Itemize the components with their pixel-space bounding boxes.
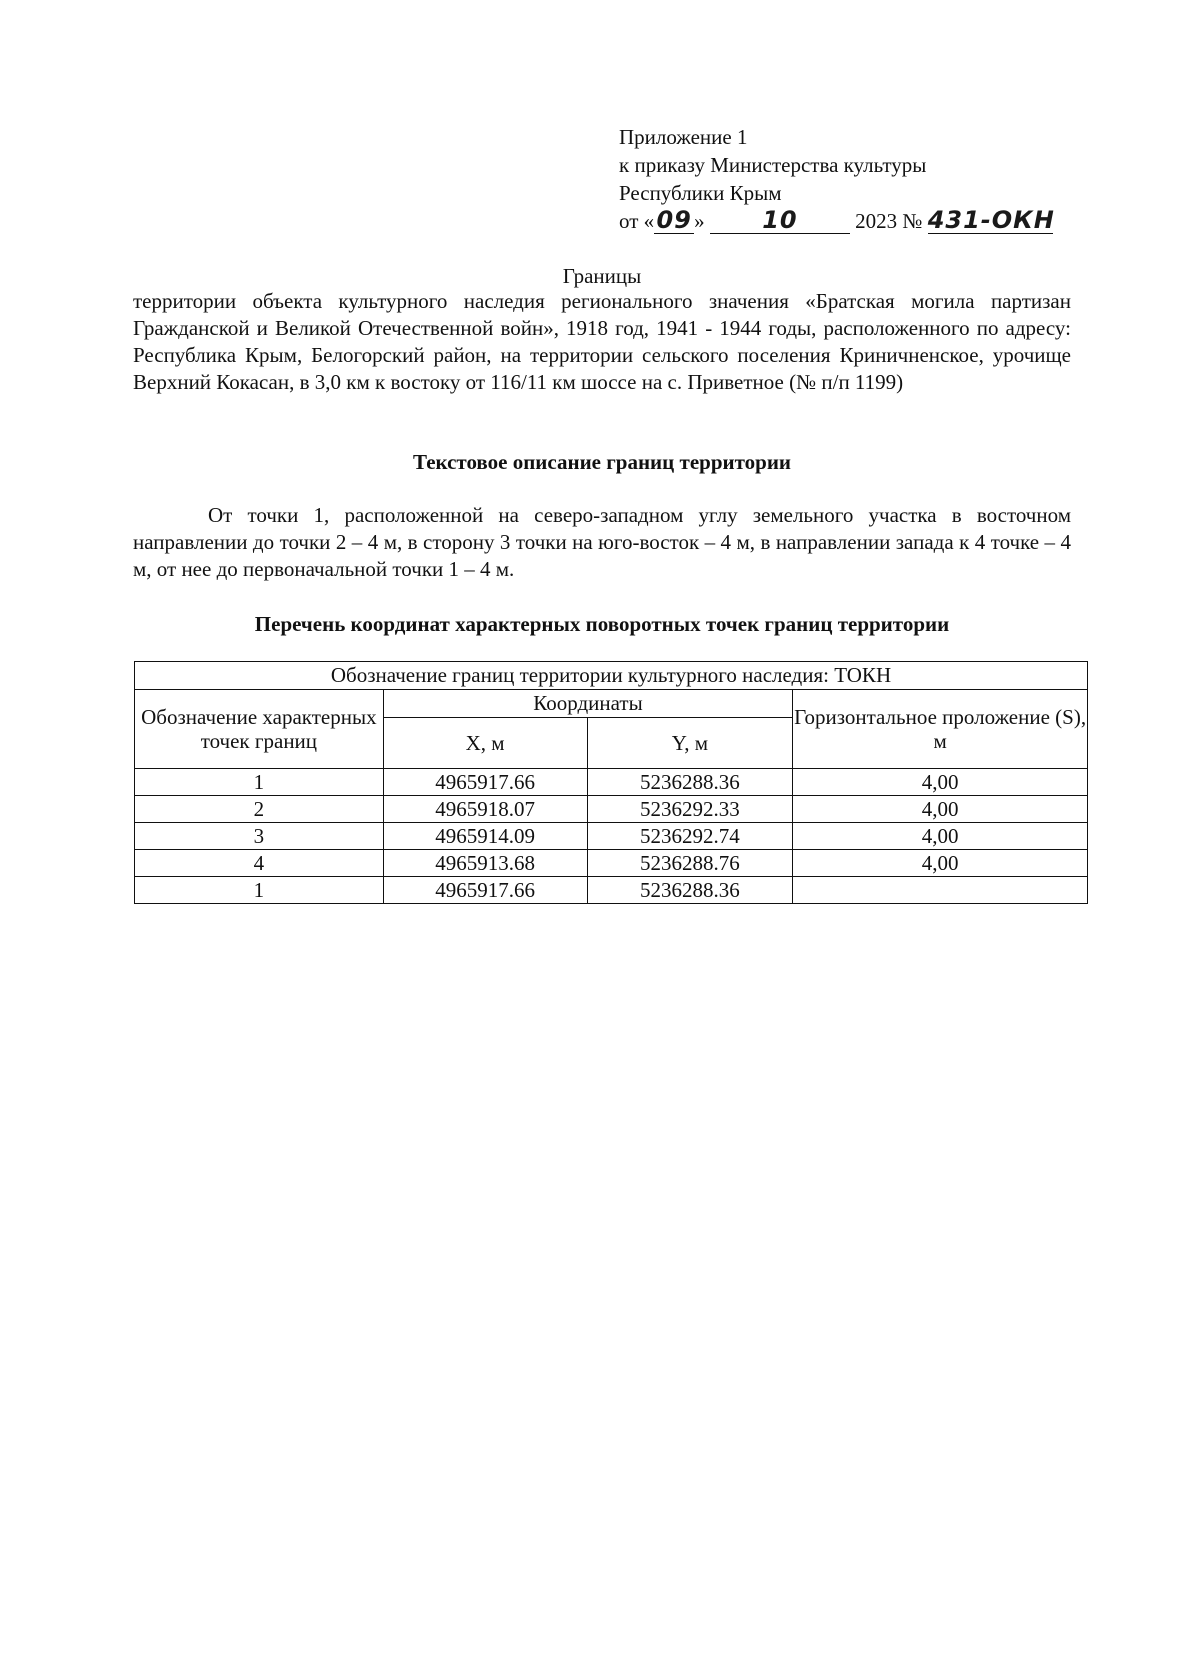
appendix-line-1: Приложение 1 [619, 125, 748, 149]
cell-y: 5236288.76 [587, 850, 793, 877]
table-caption-row [135, 662, 1088, 690]
cell-s [793, 877, 1088, 904]
cell-y: 5236292.74 [587, 823, 793, 850]
appendix-block [619, 123, 1079, 235]
cell-x: 4965917.66 [383, 877, 587, 904]
header-y: Y, м [587, 718, 793, 769]
cell-s: 4,00 [793, 796, 1088, 823]
date-day-blank [654, 208, 694, 234]
header-points: Обозначение характерных точек границ [135, 690, 384, 769]
coordinates-table [134, 661, 1088, 904]
table-header-row [135, 690, 1088, 718]
appendix-line-2: к приказу Министерства культуры [619, 153, 927, 177]
table-row [135, 796, 1088, 823]
cell-point: 1 [135, 877, 384, 904]
cell-s: 4,00 [793, 850, 1088, 877]
date-month-blank [710, 208, 850, 234]
header-horizontal-distance: Горизонтальное проложение (S), м [793, 690, 1088, 769]
header-x: X, м [383, 718, 587, 769]
text-description-body: От точки 1, расположенной на северо-западном углу земельного участка в восточном направлении до точки 2 – 4 м, в сторону 3 точки на юго-восток – 4 м, в направлении запада к 4 точке – 4 м, от нее до первоначальной точки 1 – 4 м. [133, 503, 1071, 581]
table-row [135, 769, 1088, 796]
cell-x: 4965918.07 [383, 796, 587, 823]
cell-s: 4,00 [793, 823, 1088, 850]
appendix-line-3: Республики Крым [619, 181, 782, 205]
cell-x: 4965913.68 [383, 850, 587, 877]
table-caption: Обозначение границ территории культурного наследия: ТОКН [135, 662, 1088, 690]
date-day-handwritten: 09 [656, 206, 692, 234]
coordinates-list-heading: Перечень координат характерных поворотных точек границ территории [254, 612, 950, 636]
object-description: территории объекта культурного наследия регионального значения «Братская могила партизан Гражданской и Великой Отечественной войн», 1918 год, 1941 - 1944 годы, расположенного по адресу: Республика Крым, Белогорский район, на территории сельского поселения Криничненское, урочище Верхний Кокасан, в 3,0 км к востоку от 116/11 км шоссе на с. Приветное (№ п/п 1199) [133, 289, 1071, 394]
order-number-handwritten: 431-ОКН [927, 206, 1055, 234]
cell-y: 5236288.36 [587, 877, 793, 904]
cell-y: 5236288.36 [587, 769, 793, 796]
cell-x: 4965917.66 [383, 769, 587, 796]
cell-s: 4,00 [793, 769, 1088, 796]
table-row [135, 850, 1088, 877]
cell-point: 2 [135, 796, 384, 823]
table-row [135, 823, 1088, 850]
text-description-heading: Текстовое описание границ территории [412, 450, 792, 474]
cell-y: 5236292.33 [587, 796, 793, 823]
appendix-date-line [619, 207, 1079, 235]
cell-point: 4 [135, 850, 384, 877]
table-row [135, 877, 1088, 904]
cell-point: 3 [135, 823, 384, 850]
date-prefix: от « [619, 209, 655, 233]
date-mid: » [694, 209, 705, 233]
date-month-handwritten: 10 [762, 206, 798, 234]
order-number-blank [928, 208, 1053, 234]
boundaries-title: Границы [562, 264, 642, 288]
cell-point: 1 [135, 769, 384, 796]
date-year: 2023 № [855, 209, 923, 233]
cell-x: 4965914.09 [383, 823, 587, 850]
header-coordinates: Координаты [383, 690, 793, 718]
